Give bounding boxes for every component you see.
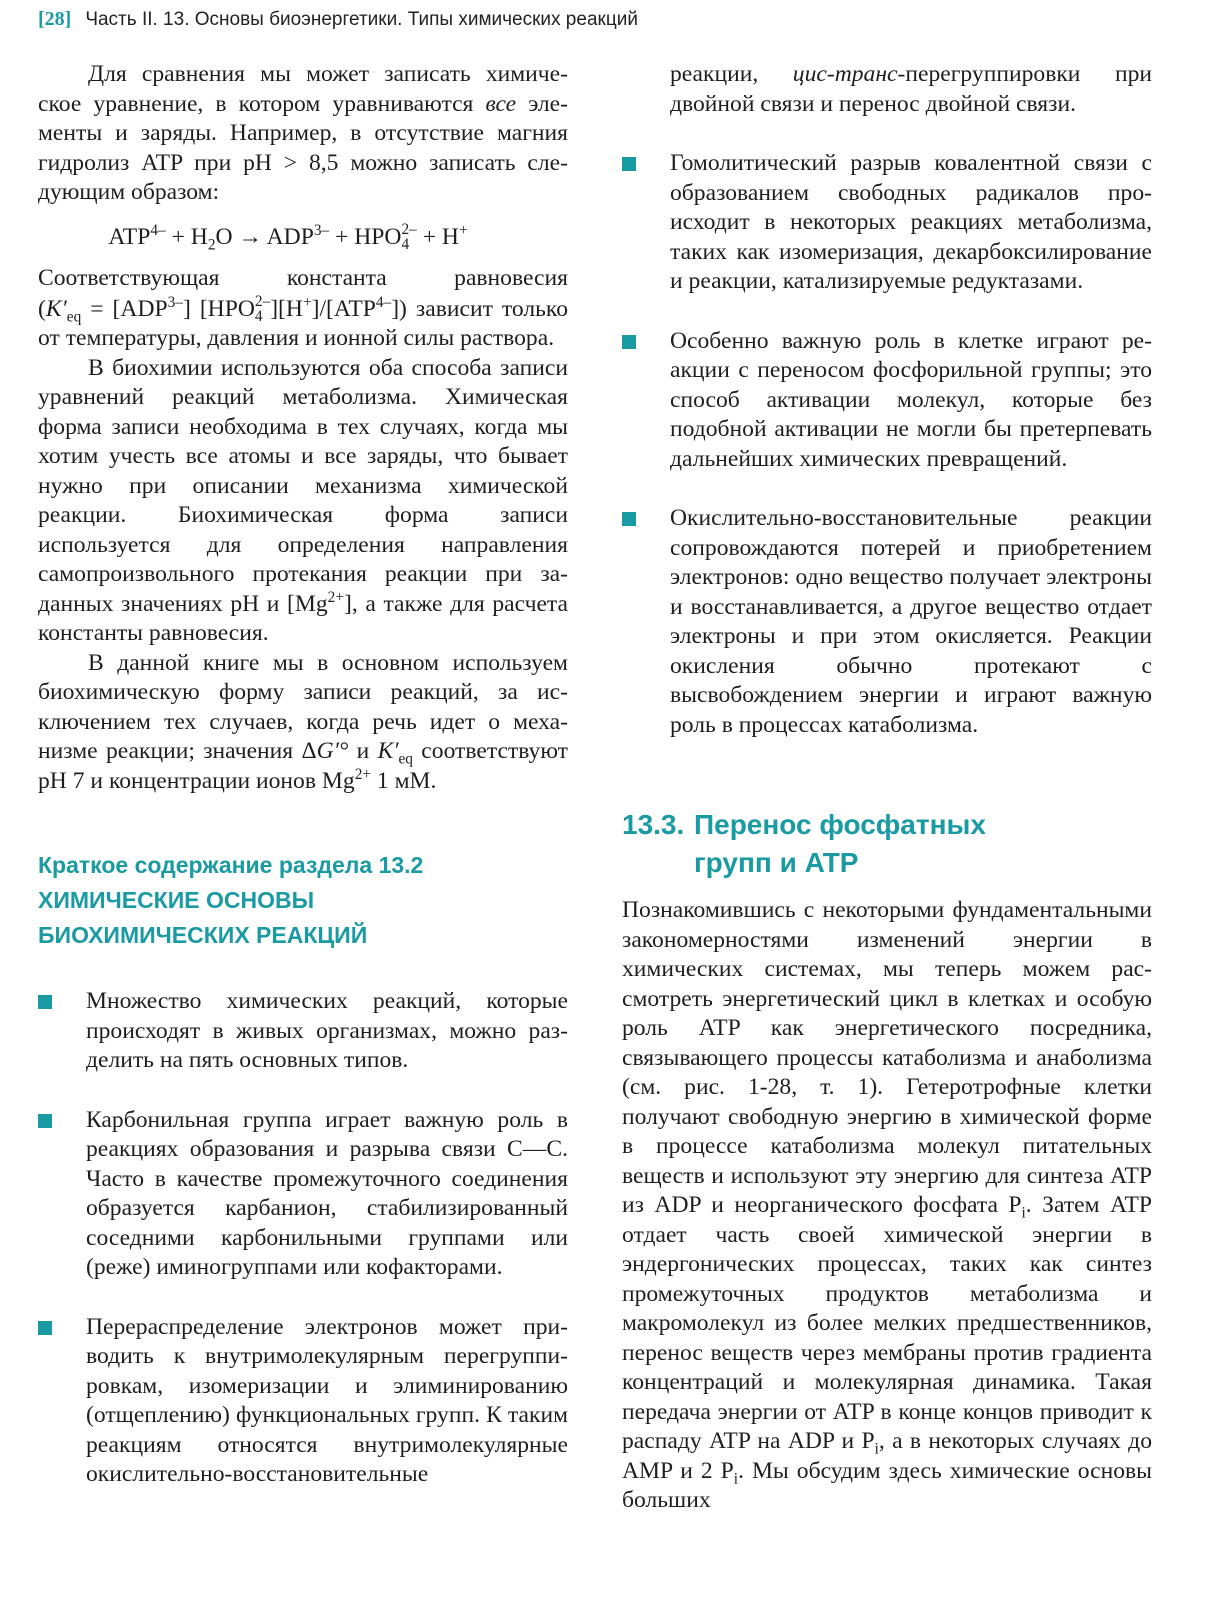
section-title-line-2: групп и ATP [694, 847, 859, 878]
bullet-square-icon [38, 1114, 52, 1128]
section-number: 13.3. [622, 809, 685, 840]
section-body-paragraph: Познакомившись с некоторыми фундаментальными закономерностями изменений энергии в химических системах, мы теперь можем рассмотреть энергетический цикл в клетках и особую роль ATP как энергетического посредника, связывающего процессы катаболизма и анаболизма (см. рис. 1-28, т. 1). Гетеротрофные клетки получают свободную энергию в химической форме в процессе катаболизма молекул питательных веществ и используют эту энергию для синтеза ATP из ADP и неорганического фосфата $P_i$. Затем ATP отдает часть своей химической энергии в эндергонических процессах, таких как синтез промежуточных продуктов метаболизма и макромолекул из более мелких предшественников, перенос веществ через мембраны против градиента концентраций и молекулярная динамика. Такая передача энергии от ATP в конце концов приводит к распаду ATP на ADP и $P_i$, а в некоторых случаях до AMP и 2 $P_i$. Мы обсудим здесь химические основы больших [622, 897, 1152, 1513]
bullet-square-icon [622, 512, 636, 526]
bullet-square-icon [38, 1321, 52, 1335]
paragraph-4: В данной книге мы в основном используем биохимическую форму записи реакций, за исключением тех случаев, когда речь идет о механизме реакции; значения ΔG′° и $K'_{eq}$ соответствуют pH 7 и концентрации ионов $Mg^{2+}$ 1 мM. [38, 649, 568, 794]
running-head [38, 4, 638, 34]
summary-bullet-3: Перераспределение электронов может приводить к внутримолекулярным перегруппировкам, изомеризации и элиминированию (отщеплению) функциональных групп. К таким реакциям относятся внутримолекулярные окислительно-восстановительные [38, 1313, 568, 1490]
running-title: Часть II. 13. Основы биоэнергетики. Типы химических реакций [85, 9, 638, 30]
summary-label: Краткое содержание раздела 13.2 [38, 852, 424, 879]
summary-bullet-6: Окислительно-восстановительные реакции сопровождаются потерей и приобретением электронов: одно вещество получает электроны и восстанавливается, а другое вещество отдает электроны и при этом окисляется. Реакции окисления обычно протекают с высвобождением энергии и играют важную роль в процессах катаболизма. [622, 504, 1152, 740]
page-number: [28] [38, 8, 72, 30]
bullet-square-icon [622, 335, 636, 349]
summary-bullet-2: Карбонильная группа играет важную роль в реакциях образования и разрыва связи С—С. Часто в качестве промежуточного соединения образуется карбанион, стабилизированный соседними карбонильными группами или (реже) иминогруппами или кофакторами. [38, 1106, 568, 1283]
paragraph-1: Для сравнения мы может записать химиче- ское уравнение, в котором уравниваются все эле- менты и заряды. Например, в отсутствие магния гидролиз ATP при pH > 8,5 можно записать сле- дующим образом: [38, 61, 569, 205]
section-title-line-1: Перенос фосфатных [694, 809, 986, 840]
bullet-square-icon [622, 157, 636, 171]
summary-bullet-4: Гомолитический разрыв ковалентной связи с образованием свободных радикалов происходит в некоторых реакциях метаболизма, таких как изомеризация, декарбоксилирование и реакции, катализируемые редуктазами. [622, 149, 1152, 297]
summary-bullet-5: Особенно важную роль в клетке играют реакции с переносом фосфорильной группы; это способ активации молекул, которые без подобной активации не могли бы претерпевать дальнейших химических превращений. [622, 327, 1152, 475]
summary-heading [38, 848, 568, 953]
summary-bullet-3-continued: реакции, цис-транс-перегруппировки при двойной связи и перенос двойной связи. [670, 61, 1152, 117]
equation-atp-hydrolysis: $ATP^{4-} + H_2O \to ADP^{3-}$ + HPO 2– 4 + H+ [108, 220, 468, 254]
left-column [38, 60, 568, 1490]
summary-title-line-1: ХИМИЧЕСКИЕ ОСНОВЫ [38, 887, 315, 914]
summary-bullet-1: Множество химических реакций, которые происходят в живых организмах, можно разделить на пять основных типов. [38, 987, 568, 1076]
bullet-square-icon [38, 995, 52, 1009]
paragraph-2: Соответствующая константа равновесия ($K'_{eq} = [ADP^{3-}]$ [HPO 2– 4 ]$[H^+]/[ATP^{4-}]$) зависит только от температуры, давления и ионной силы раствора. [38, 265, 568, 352]
section-heading-13-3 [622, 806, 1152, 882]
paragraph-3: В биохимии используются оба способа записи уравнений реакций метаболизма. Химическая форма записи необходима в тех случаях, когда мы хотим учесть все атомы и все заряды, что бывает нужно при описании механизма химической реакции. Биохимическая форма записи используется для определения направления самопроизвольного протекания реакции при заданных значениях pH и $[Mg^{2+}]$, а также для расчета константы равновесия. [38, 354, 568, 647]
right-column [622, 60, 1152, 1516]
summary-title-line-2: БИОХИМИЧЕСКИХ РЕАКЦИЙ [38, 922, 368, 949]
